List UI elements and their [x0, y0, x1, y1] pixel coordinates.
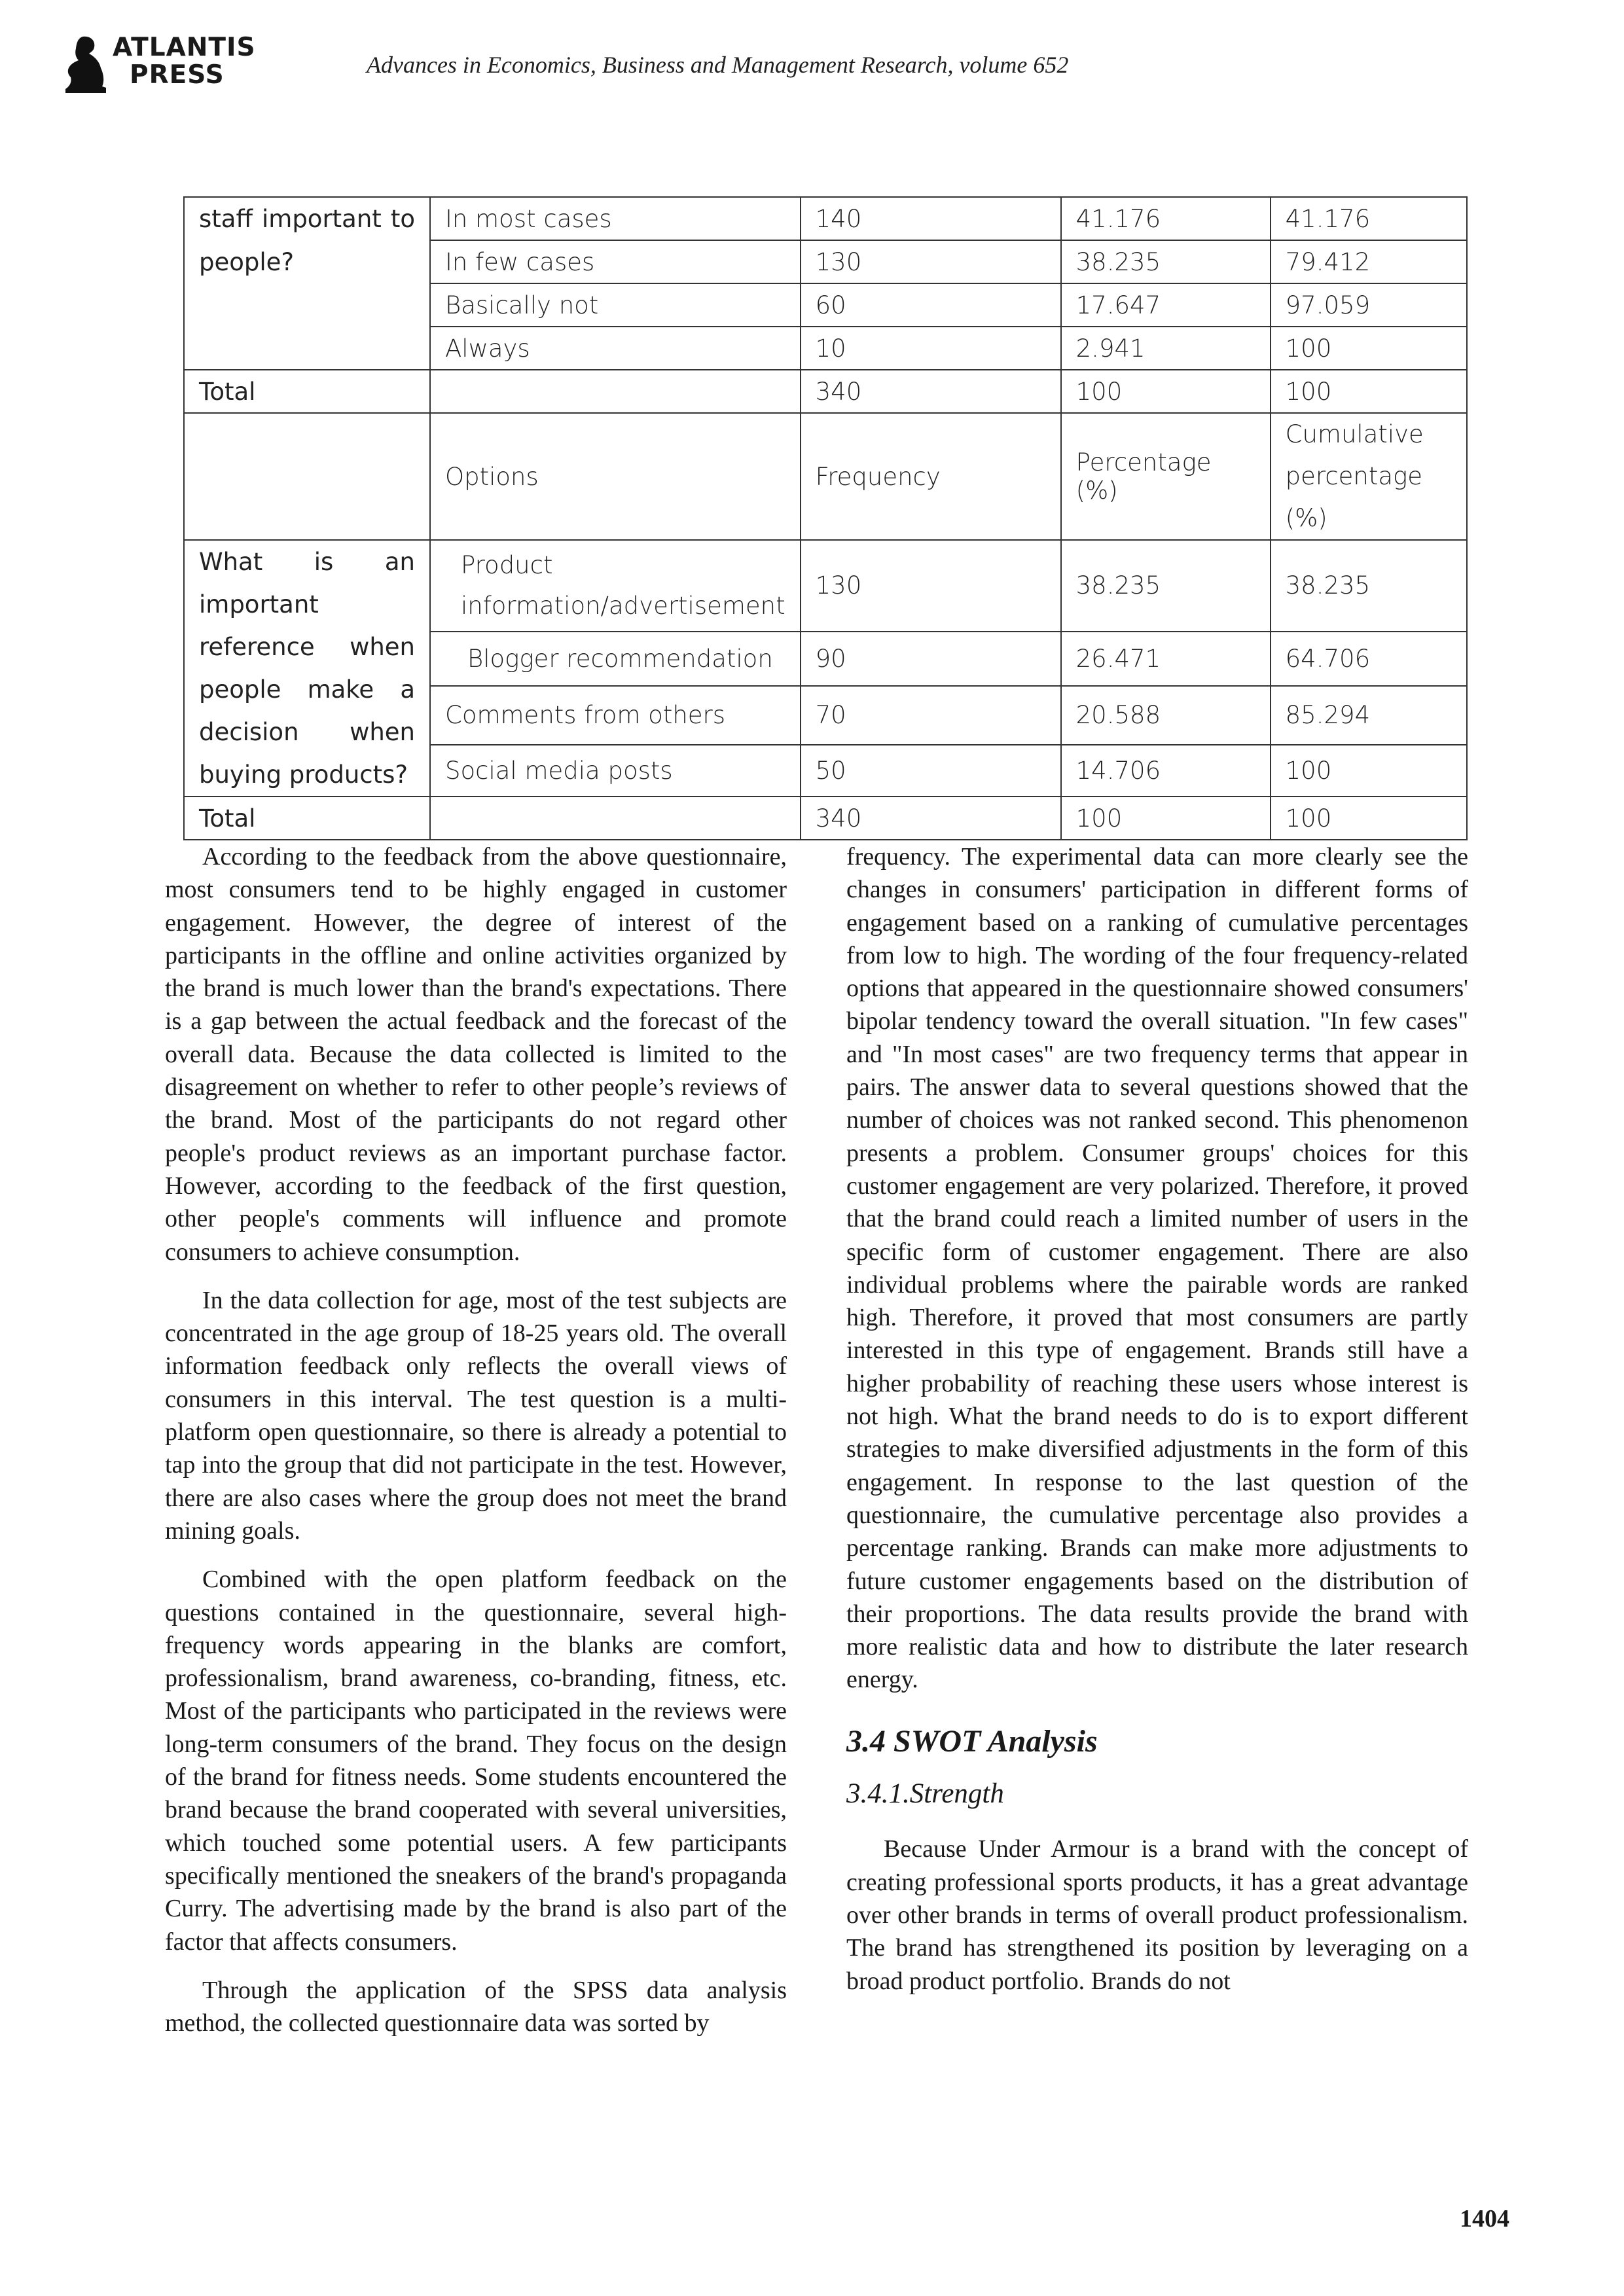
cumulative-cell: 64.706 — [1271, 632, 1467, 686]
left-column — [165, 840, 787, 2055]
body-paragraph: According to the feedback from the above questionnaire, most consumers tend to be highly engaged in customer engagement. However, the degree of interest of the participants in the offline and online activities organized by the brand is much lower than the brand's expectations. There is a gap between the actual feedback and the forecast of the overall data. Because the data collected is limited to the disagreement on whether to refer to other people’s reviews of the brand. Most of the participants do not regard other people's product reviews as an important purchase factor. However, according to the feedback of the first question, other people's comments will influence and promote consumers to achieve consumption. — [165, 843, 787, 1266]
page-number: 1404 — [1460, 2205, 1509, 2233]
journal-title: Advances in Economics, Business and Management Research, volume 652 — [367, 52, 1069, 78]
percentage-cell: 2.941 — [1061, 327, 1271, 370]
header-percentage: Percentage (%) — [1061, 413, 1271, 540]
frequency-cell: 60 — [801, 283, 1061, 327]
frequency-cell: 340 — [801, 370, 1061, 413]
frequency-cell: 130 — [801, 240, 1061, 283]
empty-cell — [430, 370, 801, 413]
frequency-cell: 90 — [801, 632, 1061, 686]
subsection-heading: 3.4.1.Strength — [846, 1778, 1004, 1810]
cumulative-cell: 100 — [1271, 745, 1467, 797]
logo-line2: PRESS — [130, 60, 225, 90]
table-row — [184, 540, 1467, 632]
option-cell: Comments from others — [430, 686, 801, 745]
survey-table — [183, 196, 1468, 840]
percentage-cell: 26.471 — [1061, 632, 1271, 686]
percentage-cell: 100 — [1061, 797, 1271, 840]
cumulative-cell: 85.294 — [1271, 686, 1467, 745]
body-paragraph: Through the application of the SPSS data analysis method, the collected questionnaire data was sorted by — [165, 1976, 787, 2037]
percentage-cell: 41.176 — [1061, 197, 1271, 240]
percentage-cell: 100 — [1061, 370, 1271, 413]
cumulative-cell: 97.059 — [1271, 283, 1467, 327]
table-total-row — [184, 370, 1467, 413]
header-frequency: Frequency — [801, 413, 1061, 540]
table-header-row — [184, 413, 1467, 540]
table-row — [184, 197, 1467, 240]
publisher-logo — [63, 33, 256, 94]
header-options: Options — [430, 413, 801, 540]
cumulative-cell: 41.176 — [1271, 197, 1467, 240]
frequency-cell: 140 — [801, 197, 1061, 240]
frequency-cell: 10 — [801, 327, 1061, 370]
empty-cell — [184, 413, 430, 540]
question-1-cell: staff important to people? — [184, 197, 430, 370]
thinker-silhouette-icon — [63, 34, 109, 94]
cumulative-cell: 79.412 — [1271, 240, 1467, 283]
option-cell: Basically not — [430, 283, 801, 327]
question-2-cell: What is an important reference when people make a decision when buying products? — [184, 540, 430, 797]
empty-cell — [430, 797, 801, 840]
option-cell: Always — [430, 327, 801, 370]
option-cell: In few cases — [430, 240, 801, 283]
total-label: Total — [184, 797, 430, 840]
percentage-cell: 38.235 — [1061, 240, 1271, 283]
percentage-cell: 20.588 — [1061, 686, 1271, 745]
body-paragraph: frequency. The experimental data can more clearly see the changes in consumers' participation in different forms of engagement based on a ranking of cumulative percentages from low to high. The wording of the four frequency-related options that appeared in the questionnaire showed consumers' bipolar tendency toward the overall situation. "In few cases" and "In most cases" are two frequency terms that appear in pairs. The answer data to several questions showed that the number of choices was not ranked second. This phenomenon presents a problem. Consumer groups' choices for this customer engagement are very polarized. Therefore, it proved that the brand could reach a limited number of users in the specific form of customer engagement. There are also individual problems where the pairable words are ranked high. Therefore, it proved that most consumers are partly interested in this type of engagement. Brands still have a higher probability of reaching these users whose interest is not high. What the brand needs to do is to export different strategies to make diversified adjustments in the form of this engagement. In response to the last question of the questionnaire, the cumulative percentage also provides a percentage ranking. Brands can make more adjustments to future customer engagements based on the distribution of their proportions. The data results provide the brand with more realistic data and how to distribute the later research energy. — [846, 843, 1468, 1694]
cumulative-cell: 38.235 — [1271, 540, 1467, 632]
option-cell: Product information/advertisement — [430, 540, 801, 632]
percentage-cell: 14.706 — [1061, 745, 1271, 797]
body-paragraph: In the data collection for age, most of the test subjects are concentrated in the age group of 18-25 years old. The overall information feedback only reflects the overall views of consumers in this interval. The test question is a multi-platform open questionnaire, so there is already a potential to tap into the group that did not participate in the test. However, there are also cases where the group does not meet the brand mining goals. — [165, 1286, 787, 1545]
option-cell: Blogger recommendation — [430, 632, 801, 686]
option-cell: Social media posts — [430, 745, 801, 797]
cumulative-cell: 100 — [1271, 327, 1467, 370]
logo-line1: ATLANTIS — [113, 33, 256, 62]
percentage-cell: 38.235 — [1061, 540, 1271, 632]
body-paragraph: Because Under Armour is a brand with the concept of creating professional sports products, it has a great advantage over other brands in terms of overall product professionalism. The brand has strengthened its position by leveraging on a broad product portfolio. Brands do not — [846, 1835, 1468, 1995]
percentage-cell: 17.647 — [1061, 283, 1271, 327]
table-total-row — [184, 797, 1467, 840]
option-cell: In most cases — [430, 197, 801, 240]
header-cumulative: Cumulative percentage (%) — [1271, 413, 1467, 540]
right-column — [846, 840, 1468, 2013]
cumulative-cell: 100 — [1271, 370, 1467, 413]
frequency-cell: 340 — [801, 797, 1061, 840]
section-heading: 3.4 SWOT Analysis — [846, 1723, 1098, 1759]
body-paragraph: Combined with the open platform feedback on the questions contained in the questionnaire, several high-frequency words appearing in the blanks are comfort, professionalism, brand awareness, co-branding, fitness, etc. Most of the participants who participated in the reviews were long-term consumers of the brand. They focus on the design of the brand for fitness needs. Some students encountered the brand because the brand cooperated with several universities, which touched some potential users. A few participants specifically mentioned the sneakers of the brand's propaganda Curry. The advertising made by the brand is also part of the factor that affects consumers. — [165, 1566, 787, 1956]
cumulative-cell: 100 — [1271, 797, 1467, 840]
frequency-cell: 130 — [801, 540, 1061, 632]
total-label: Total — [184, 370, 430, 413]
frequency-cell: 50 — [801, 745, 1061, 797]
frequency-cell: 70 — [801, 686, 1061, 745]
